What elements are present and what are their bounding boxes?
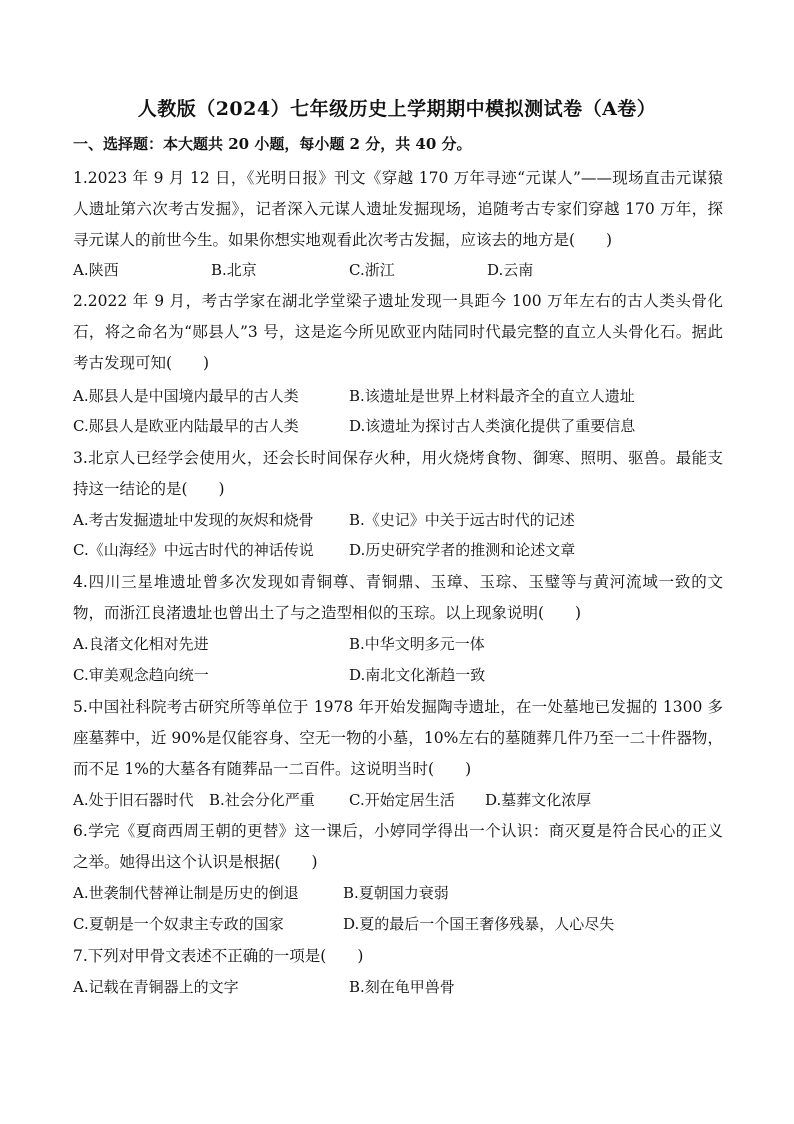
option-d[interactable]: D.历史研究学者的推测和论述文章 <box>349 541 576 559</box>
option-c[interactable]: C.浙江 <box>349 261 395 279</box>
option-a[interactable]: A.考古发掘遗址中发现的灰烬和烧骨 <box>73 511 314 529</box>
option-b[interactable]: B.中华文明多元一体 <box>349 635 485 653</box>
option-b[interactable]: B.刻在龟甲兽骨 <box>349 978 455 996</box>
question-6-options-row-1 <box>73 881 733 905</box>
option-b[interactable]: B.社会分化严重 <box>209 791 315 809</box>
option-c[interactable]: C.开始定居生活 <box>349 791 455 809</box>
question-2-options-row-2 <box>73 414 733 438</box>
question-2-options-row-1 <box>73 384 733 408</box>
option-d[interactable]: D.墓葬文化浓厚 <box>485 791 592 809</box>
option-b[interactable]: B.《史记》中关于远古时代的记述 <box>349 511 575 529</box>
option-a[interactable]: A.郧县人是中国境内最早的古人类 <box>73 387 299 405</box>
question-2-stem: 2.2022 年 9 月，考古学家在湖北学堂梁子遗址发现一具距今 100 万年左右的古人类头骨化石，将之命名为“郧县人”3 号，这是迄今所见欧亚内陆同时代最完整的直立人头骨化石。据此考古发现可知( ) <box>73 292 723 372</box>
option-b[interactable]: B.夏朝国力衰弱 <box>343 884 449 902</box>
option-c[interactable]: C.《山海经》中远古时代的神话传说 <box>73 541 314 559</box>
option-c[interactable]: C.郧县人是欧亚内陆最早的古人类 <box>73 417 299 435</box>
option-c[interactable]: C.夏朝是一个奴隶主专政的国家 <box>73 915 284 933</box>
question-6-options-row-2 <box>73 912 733 936</box>
option-a[interactable]: A.世袭制代替禅让制是历史的倒退 <box>73 884 299 902</box>
option-a[interactable]: A.陕西 <box>73 261 119 279</box>
question-1-options <box>73 258 733 282</box>
option-d[interactable]: D.云南 <box>487 261 534 279</box>
option-a[interactable]: A.良渚文化相对先进 <box>73 635 209 653</box>
option-d[interactable]: D.南北文化渐趋一致 <box>349 666 486 684</box>
question-3-options-row-1 <box>73 508 733 532</box>
question-7-stem: 7.下列对甲骨文表述不正确的一项是( ) <box>73 947 364 965</box>
section-heading: 一、选择题：本大题共 20 小题，每小题 2 分，共 40 分。 <box>73 135 472 153</box>
question-3-options-row-2 <box>73 538 733 562</box>
question-1-stem: 1.2023 年 9 月 12 日，《光明日报》刊文《穿越 170 万年寻迹“元谋人”——现场直击元谋猿人遗址第六次考古发掘》，记者深入元谋人遗址发掘现场，追随考古专家们穿越 170 万年，探寻元谋人的前世今生。如果你想实地观看此次考古发掘，应该去的地方是( ) <box>73 169 723 249</box>
option-d[interactable]: D.该遗址为探讨古人类演化提供了重要信息 <box>349 417 636 435</box>
exam-title: 人教版（2024）七年级历史上学期期中模拟测试卷（A卷） <box>137 98 657 120</box>
question-7-options <box>73 975 733 999</box>
question-3-stem: 3.北京人已经学会使用火，还会长时间保存火种，用火烧烤食物、御寒、照明、驱兽。最能支持这一结论的是( ) <box>73 449 723 498</box>
option-a[interactable]: A.记载在青铜器上的文字 <box>73 978 239 996</box>
option-c[interactable]: C.审美观念趋向统一 <box>73 666 209 684</box>
option-a[interactable]: A.处于旧石器时代 <box>73 791 194 809</box>
question-6-stem: 6.学完《夏商西周王朝的更替》这一课后，小婷同学得出一个认识：商灭夏是符合民心的正义之举。她得出这个认识是根据( ) <box>73 822 723 871</box>
question-4-options-row-2 <box>73 663 733 687</box>
question-5-options <box>73 788 733 812</box>
question-5-stem: 5.中国社科院考古研究所等单位于 1978 年开始发掘陶寺遗址，在一处墓地已发掘的 1300 多座墓葬中，近 90%是仅能容身、空无一物的小墓，10%左右的墓随葬几件乃至一二十件器物，而不足 1%的大墓各有随葬品一二百件。这说明当时( ) <box>73 698 723 778</box>
question-4-stem: 4.四川三星堆遗址曾多次发现如青铜尊、青铜鼎、玉璋、玉琮、玉璧等与黄河流域一致的文物，而浙江良渚遗址也曾出土了与之造型相似的玉琮。以上现象说明( ) <box>73 573 723 622</box>
option-d[interactable]: D.夏的最后一个国王奢侈残暴，人心尽失 <box>343 915 615 933</box>
option-b[interactable]: B.北京 <box>211 261 257 279</box>
option-b[interactable]: B.该遗址是世界上材料最齐全的直立人遗址 <box>349 387 635 405</box>
question-4-options-row-1 <box>73 632 733 656</box>
